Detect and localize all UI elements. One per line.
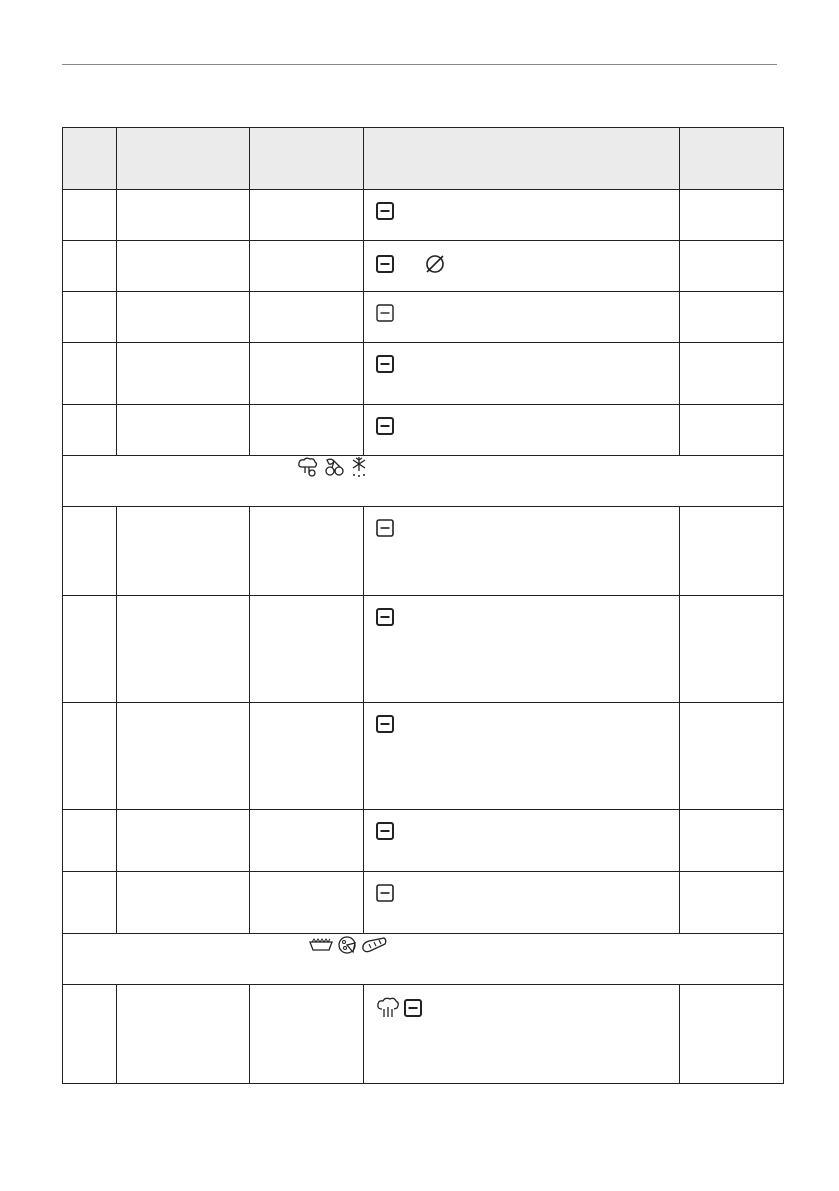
no-preheat-icon (424, 253, 446, 275)
oven-tray-icon (376, 417, 394, 435)
oven-tray-icon (376, 355, 394, 373)
header-cell (680, 128, 784, 190)
table-row (63, 810, 784, 872)
header-cell (364, 128, 680, 190)
table-header-row (63, 128, 784, 190)
table-row (63, 872, 784, 934)
steam-icon (376, 997, 400, 1019)
header-rule (62, 64, 777, 65)
section-row (63, 456, 784, 507)
baking-tin-icon (308, 935, 334, 955)
table-row (63, 241, 784, 292)
header-cell (250, 128, 364, 190)
oven-tray-icon (376, 884, 394, 902)
table-row (63, 292, 784, 343)
section-row (63, 934, 784, 985)
oven-tray-icon (376, 202, 394, 220)
header-cell (63, 128, 117, 190)
header-cell (117, 128, 250, 190)
table-row (63, 985, 784, 1084)
oven-tray-icon (376, 822, 394, 840)
defrost-icon (348, 456, 370, 478)
program-table (62, 127, 784, 1084)
oven-tray-icon (376, 304, 394, 322)
table-row (63, 596, 784, 703)
bread-icon (360, 935, 388, 955)
fruit-icon (322, 456, 346, 478)
oven-tray-icon (404, 999, 422, 1017)
table-row (63, 405, 784, 456)
oven-tray-icon (376, 519, 394, 537)
oven-tray-icon (376, 255, 394, 273)
table-row (63, 703, 784, 810)
table-row (63, 507, 784, 596)
vegetable-icon (296, 456, 320, 478)
pizza-icon (336, 934, 358, 956)
oven-tray-icon (376, 608, 394, 626)
table-row (63, 190, 784, 241)
oven-tray-icon (376, 715, 394, 733)
table-row (63, 343, 784, 405)
